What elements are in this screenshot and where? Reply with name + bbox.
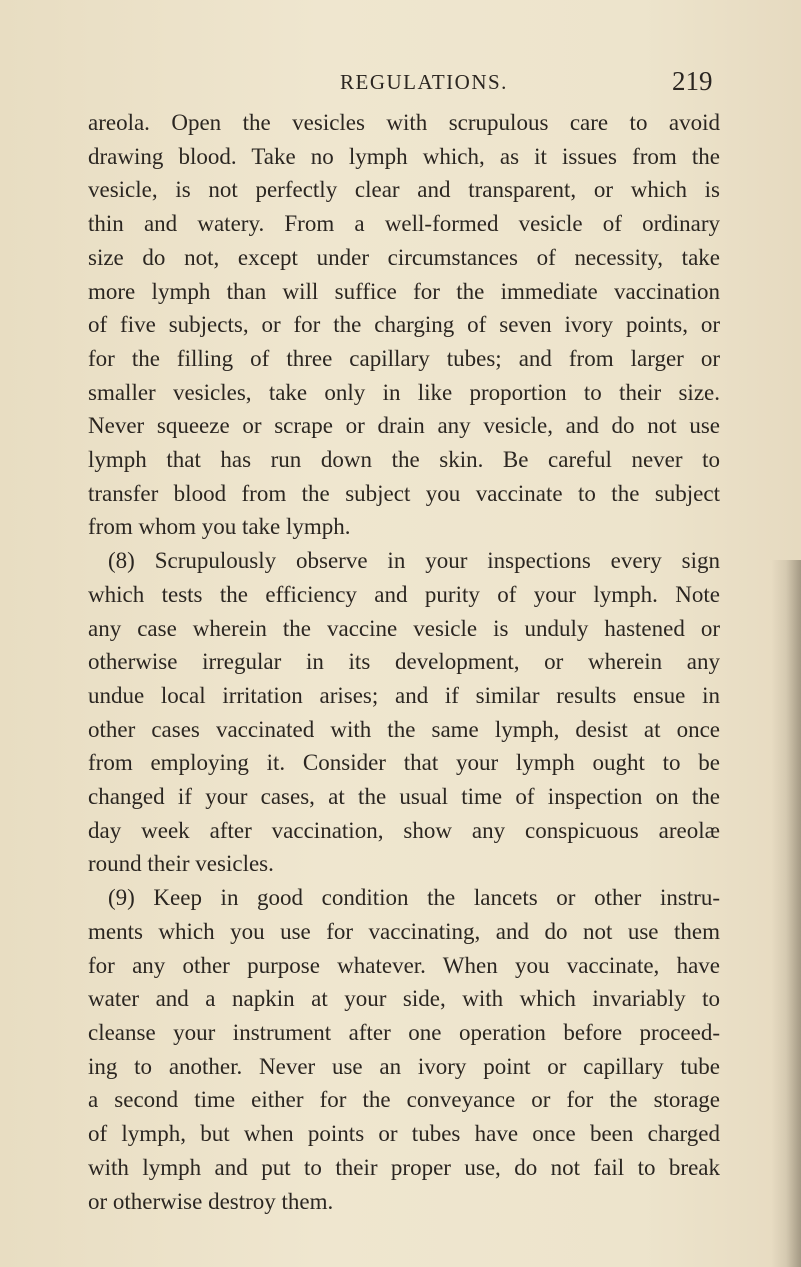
paragraph-9-start: (9) Keep in good condition the lancets or other instru- — [108, 885, 720, 911]
running-head: REGULATIONS. — [340, 70, 508, 94]
text-line: otherwise irregular in its development, or wherein any — [88, 649, 720, 675]
text-line: undue local irritation arises; and if similar results ensue in — [88, 682, 720, 708]
text-line: round their vesicles. — [88, 851, 274, 877]
text-line: which tests the efficiency and purity of your lymph. Note — [88, 581, 720, 607]
text-line: Never squeeze or scrape or drain any vesicle, and do not use — [88, 413, 720, 439]
page-gutter-shadow — [771, 560, 801, 1267]
page-number: 219 — [672, 66, 713, 96]
text-line: of lymph, but when points or tubes have once been charged — [88, 1121, 720, 1147]
text-line: day week after vaccination, show any conspicuous areolæ — [88, 817, 720, 843]
text-line: from whom you take lymph. — [88, 514, 351, 540]
text-line: thin and watery. From a well-formed vesicle of ordinary — [88, 211, 720, 237]
body-text — [88, 106, 720, 1218]
text-line: from employing it. Consider that your lymph ought to be — [88, 750, 720, 776]
text-line: for the filling of three capillary tubes; and from larger or — [88, 345, 720, 371]
text-line: water and a napkin at your side, with which invariably to — [88, 986, 720, 1012]
text-line: of five subjects, or for the charging of seven ivory points, or — [88, 312, 720, 338]
text-line: cleanse your instrument after one operation before proceed- — [88, 1019, 720, 1045]
text-line: a second time either for the conveyance or for the storage — [88, 1087, 720, 1113]
text-line: any case wherein the vaccine vesicle is unduly hastened or — [88, 615, 720, 641]
text-line: transfer blood from the subject you vaccinate to the subject — [88, 480, 720, 506]
text-line: other cases vaccinated with the same lymph, desist at once — [88, 716, 720, 742]
paragraph-8-start: (8) Scrupulously observe in your inspections every sign — [108, 548, 720, 574]
text-line: more lymph than will suffice for the immediate vaccination — [88, 278, 720, 304]
text-line: size do not, except under circumstances of necessity, take — [88, 244, 720, 270]
text-line: with lymph and put to their proper use, do not fail to break — [88, 1154, 720, 1180]
text-line: drawing blood. Take no lymph which, as it issues from the — [88, 143, 720, 169]
text-line: for any other purpose whatever. When you vaccinate, have — [88, 952, 720, 978]
text-line: or otherwise destroy them. — [88, 1188, 334, 1214]
text-line: changed if your cases, at the usual time of inspection on the — [88, 784, 720, 810]
text-line: areola. Open the vesicles with scrupulous care to avoid — [88, 110, 720, 135]
text-line: ing to another. Never use an ivory point or capillary tube — [88, 1053, 720, 1079]
text-line: lymph that has run down the skin. Be careful never to — [88, 447, 720, 473]
text-line: smaller vesicles, take only in like proportion to their size. — [88, 379, 720, 405]
text-line: ments which you use for vaccinating, and do not use them — [88, 918, 720, 944]
text-line: vesicle, is not perfectly clear and transparent, or which is — [88, 177, 720, 203]
